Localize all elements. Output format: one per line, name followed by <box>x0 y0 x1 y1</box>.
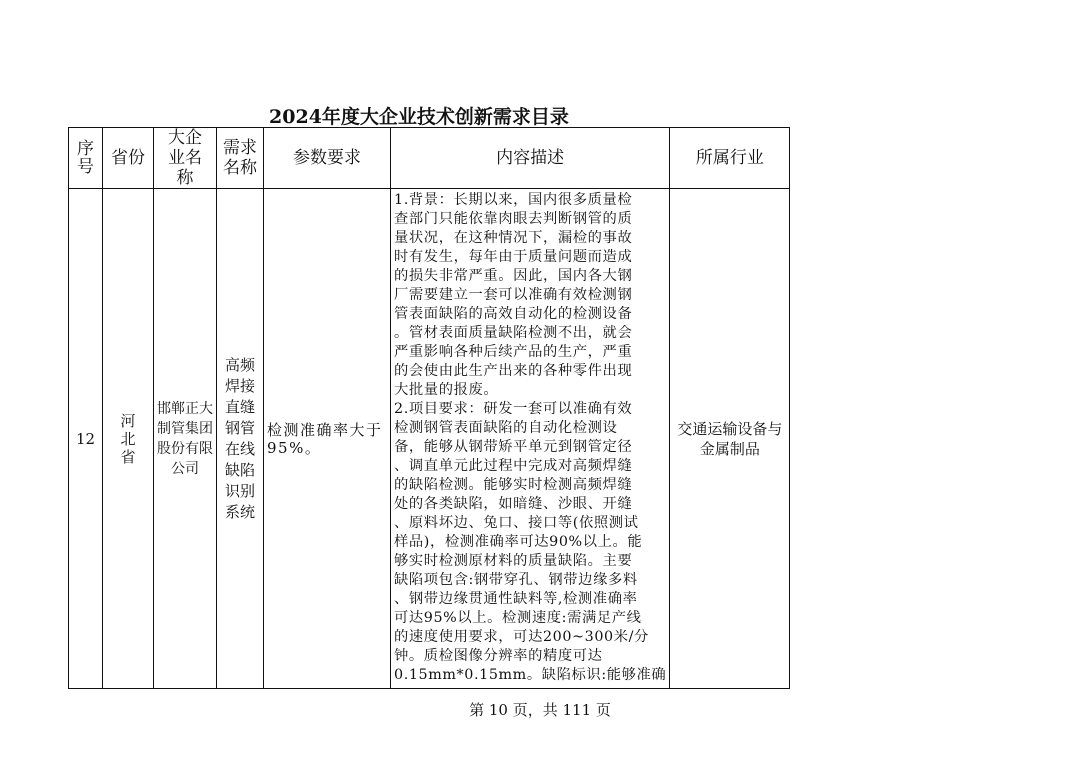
content-line: 。管材表面质量缺陷检测不出，就会 <box>394 325 633 341</box>
header-company: 大企业名称 <box>154 128 217 189</box>
content-line: 1.背景：长期以来，国内很多质量检 <box>394 192 633 208</box>
content-line: 的损失非常严重。因此，国内各大钢 <box>394 268 633 284</box>
cell-params: 检测准确率大于95%。 <box>264 189 391 689</box>
content-line: 检测钢管表面缺陷的自动化检测设 <box>394 420 618 436</box>
content-line: 厂需要建立一套可以准确有效检测钢 <box>394 287 633 303</box>
cell-content <box>391 189 670 689</box>
header-params: 参数要求 <box>264 128 391 189</box>
content-line: 查部门只能依靠肉眼去判断钢管的质 <box>394 211 633 227</box>
content-line: 可达95%以上。检测速度:需满足产线 <box>394 610 642 626</box>
header-no: 序号 <box>69 128 103 189</box>
page-footer: 第 10 页，共 111 页 <box>469 701 611 719</box>
content-line: 、原料坏边、兔口、接口等(依照测试 <box>394 515 639 531</box>
document-title: 2024年度大企业技术创新需求目录 <box>269 106 569 128</box>
table-header-row <box>69 128 790 189</box>
content-line: 量状况，在这种情况下，漏检的事故 <box>394 230 633 246</box>
content-line: 严重影响各种后续产品的生产，严重 <box>394 344 633 360</box>
content-line: 处的各类缺陷，如暗缝、沙眼、开缝 <box>394 496 633 512</box>
header-demand: 需求名称 <box>217 128 264 189</box>
cell-demand: 高频焊接直缝钢管在线缺陷识别系统 <box>217 189 264 689</box>
cell-company: 邯郸正大制管集团股份有限公司 <box>154 189 217 689</box>
content-line: 样品)，检测准确率可达90%以上。能 <box>394 534 643 550</box>
content-line: 0.15mm*0.15mm。缺陷标识:能够准确 <box>394 667 667 683</box>
demand-table <box>68 127 790 689</box>
content-line: 管表面缺陷的高效自动化的检测设备 <box>394 306 633 322</box>
content-line: 的缺陷检测。能够实时检测高频焊缝 <box>394 477 633 493</box>
content-line: 、调直单元此过程中完成对高频焊缝 <box>394 458 633 474</box>
header-content: 内容描述 <box>391 128 670 189</box>
content-line: 2.项目要求：研发一套可以准确有效 <box>394 401 633 417</box>
cell-industry: 交通运输设备与金属制品 <box>670 189 790 689</box>
content-line: 缺陷项包含:钢带穿孔、钢带边缘多料 <box>394 572 638 588</box>
content-line: 大批量的报废。 <box>394 382 499 398</box>
cell-no: 12 <box>69 189 103 689</box>
content-line: 的会使由此生产出来的各种零件出现 <box>394 363 633 379</box>
content-line: 、钢带边缘贯通性缺料等,检测准确率 <box>394 591 638 607</box>
content-line: 备，能够从钢带矫平单元到钢管定径 <box>394 439 633 455</box>
cell-province: 河北省 <box>103 189 154 689</box>
content-line: 够实时检测原材料的质量缺陷。主要 <box>394 553 633 569</box>
content-line: 时有发生，每年由于质量问题而造成 <box>394 249 633 265</box>
header-province: 省份 <box>103 128 154 189</box>
header-industry: 所属行业 <box>670 128 790 189</box>
table-row <box>69 189 790 689</box>
content-line: 的速度使用要求，可达200~300米/分 <box>394 629 649 645</box>
content-line: 钟。质检图像分辨率的精度可达 <box>394 648 603 664</box>
